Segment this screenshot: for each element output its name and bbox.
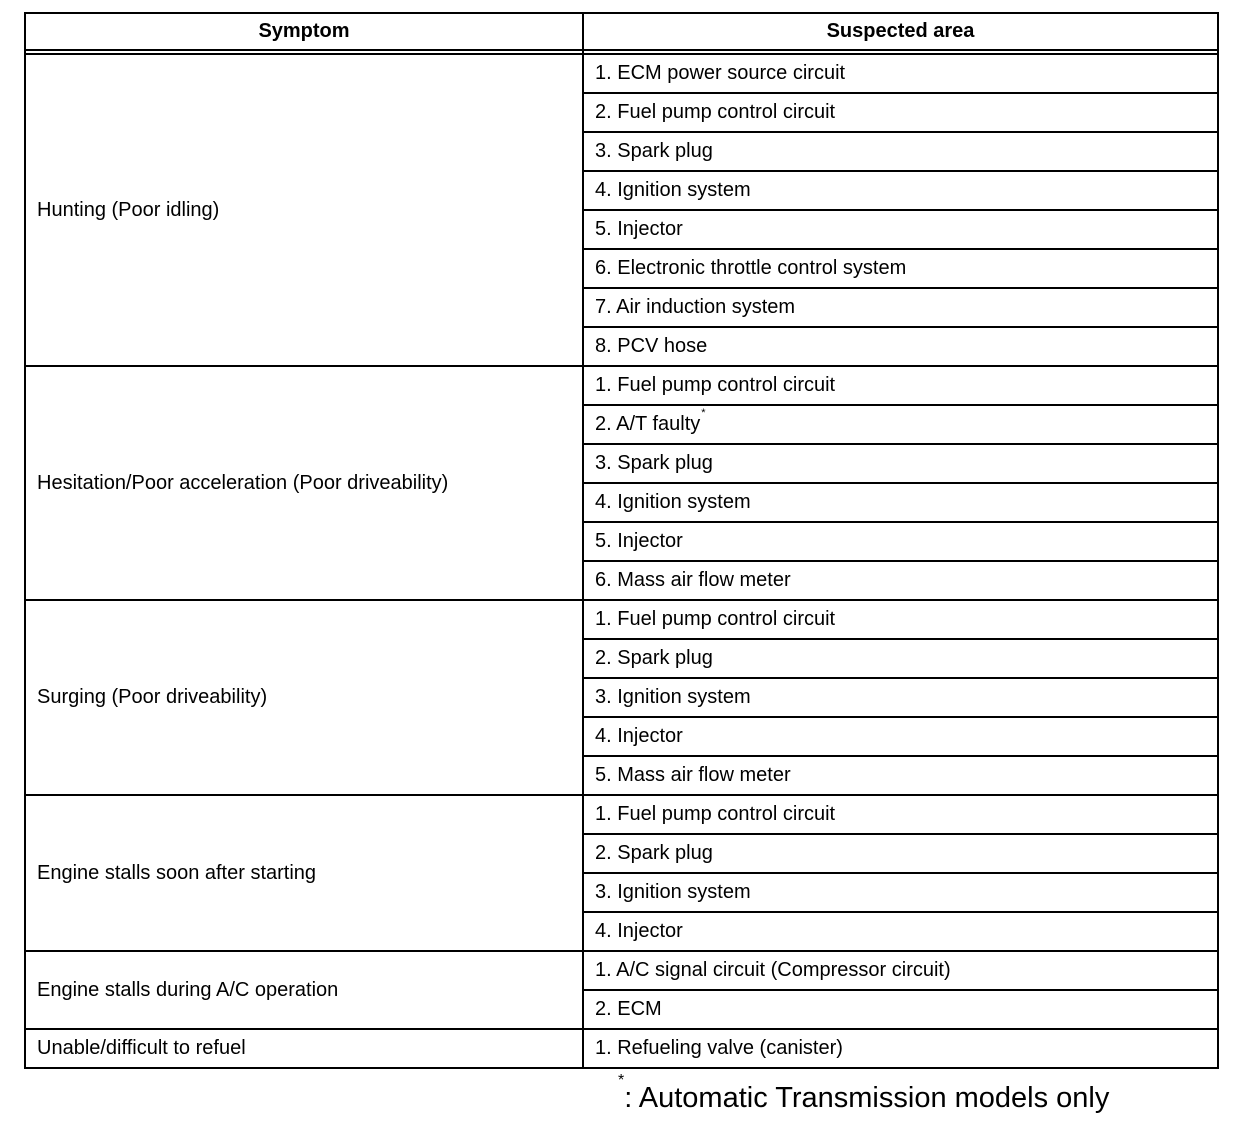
suspected-area-text: 4. Ignition system bbox=[595, 491, 751, 513]
table-row bbox=[25, 600, 1218, 639]
suspected-area-cell bbox=[583, 912, 1218, 951]
suspected-area-text: 3. Spark plug bbox=[595, 140, 713, 162]
suspected-area-text: 2. Fuel pump control circuit bbox=[595, 101, 836, 123]
suspected-area-text: 5. Injector bbox=[595, 530, 683, 552]
suspected-area-text: 3. Ignition system bbox=[595, 881, 751, 903]
symptom-cell: Hesitation/Poor acceleration (Poor driveability) bbox=[25, 366, 583, 600]
suspected-area-cell bbox=[583, 132, 1218, 171]
suspected-area-text: 1. Fuel pump control circuit bbox=[595, 374, 836, 396]
table-row bbox=[25, 1029, 1218, 1068]
table-row bbox=[25, 366, 1218, 405]
suspected-area-cell bbox=[583, 288, 1218, 327]
suspected-area-cell bbox=[583, 639, 1218, 678]
suspected-area-text: 1. Fuel pump control circuit bbox=[595, 803, 836, 825]
suspected-area-text: 2. Spark plug bbox=[595, 842, 713, 864]
suspected-area-text: 2. Spark plug bbox=[595, 647, 713, 669]
footnote-text: : Automatic Transmission models only bbox=[624, 1082, 1110, 1114]
suspected-area-cell bbox=[583, 327, 1218, 366]
suspected-area-cell bbox=[583, 561, 1218, 600]
table-row bbox=[25, 951, 1218, 990]
suspected-area-cell bbox=[583, 795, 1218, 834]
footnote-reference-mark: * bbox=[701, 407, 706, 419]
suspected-area-cell bbox=[583, 366, 1218, 405]
suspected-area-cell bbox=[583, 171, 1218, 210]
table-row bbox=[25, 54, 1218, 93]
symptom-table bbox=[24, 12, 1219, 1069]
table-body bbox=[25, 54, 1218, 1068]
suspected-area-cell bbox=[583, 990, 1218, 1029]
suspected-area-text: 1. Fuel pump control circuit bbox=[595, 608, 836, 630]
suspected-area-cell bbox=[583, 678, 1218, 717]
suspected-area-cell bbox=[583, 444, 1218, 483]
suspected-area-cell bbox=[583, 93, 1218, 132]
symptom-cell: Hunting (Poor idling) bbox=[25, 54, 583, 366]
suspected-area-cell bbox=[583, 483, 1218, 522]
symptom-cell: Engine stalls soon after starting bbox=[25, 795, 583, 951]
suspected-area-text: 4. Injector bbox=[595, 920, 683, 942]
suspected-area-cell bbox=[583, 600, 1218, 639]
suspected-area-text: 6. Mass air flow meter bbox=[595, 569, 791, 591]
suspected-area-cell bbox=[583, 951, 1218, 990]
suspected-area-text: 4. Ignition system bbox=[595, 179, 751, 201]
footnote-mark: * bbox=[618, 1072, 625, 1089]
suspected-area-text: 4. Injector bbox=[595, 725, 683, 747]
suspected-area-text: 1. Refueling valve (canister) bbox=[595, 1037, 843, 1059]
header-symptom: Symptom bbox=[25, 13, 583, 50]
suspected-area-cell bbox=[583, 210, 1218, 249]
table-row bbox=[25, 795, 1218, 834]
suspected-area-cell bbox=[583, 405, 1218, 444]
suspected-area-cell bbox=[583, 873, 1218, 912]
symptom-cell: Engine stalls during A/C operation bbox=[25, 951, 583, 1029]
suspected-area-text: 3. Spark plug bbox=[595, 452, 713, 474]
suspected-area-text: 2. ECM bbox=[595, 998, 662, 1020]
suspected-area-text: 5. Mass air flow meter bbox=[595, 764, 791, 786]
footnote bbox=[617, 1072, 1110, 1115]
suspected-area-text: 5. Injector bbox=[595, 218, 683, 240]
suspected-area-cell bbox=[583, 54, 1218, 93]
header-suspected-area: Suspected area bbox=[583, 13, 1218, 50]
suspected-area-text: 6. Electronic throttle control system bbox=[595, 257, 907, 279]
suspected-area-cell bbox=[583, 834, 1218, 873]
suspected-area-text: 1. A/C signal circuit (Compressor circuit) bbox=[595, 959, 951, 981]
symptom-cell: Unable/difficult to refuel bbox=[25, 1029, 583, 1068]
suspected-area-text: 1. ECM power source circuit bbox=[595, 62, 846, 84]
suspected-area-cell bbox=[583, 717, 1218, 756]
suspected-area-cell bbox=[583, 249, 1218, 288]
suspected-area-cell bbox=[583, 522, 1218, 561]
suspected-area-cell bbox=[583, 756, 1218, 795]
suspected-area-cell bbox=[583, 1029, 1218, 1068]
suspected-area-text: 8. PCV hose bbox=[595, 335, 708, 357]
symptom-cell: Surging (Poor driveability) bbox=[25, 600, 583, 795]
suspected-area-text: 7. Air induction system bbox=[595, 296, 796, 318]
suspected-area-text: 3. Ignition system bbox=[595, 686, 751, 708]
suspected-area-text: 2. A/T faulty bbox=[595, 413, 701, 435]
